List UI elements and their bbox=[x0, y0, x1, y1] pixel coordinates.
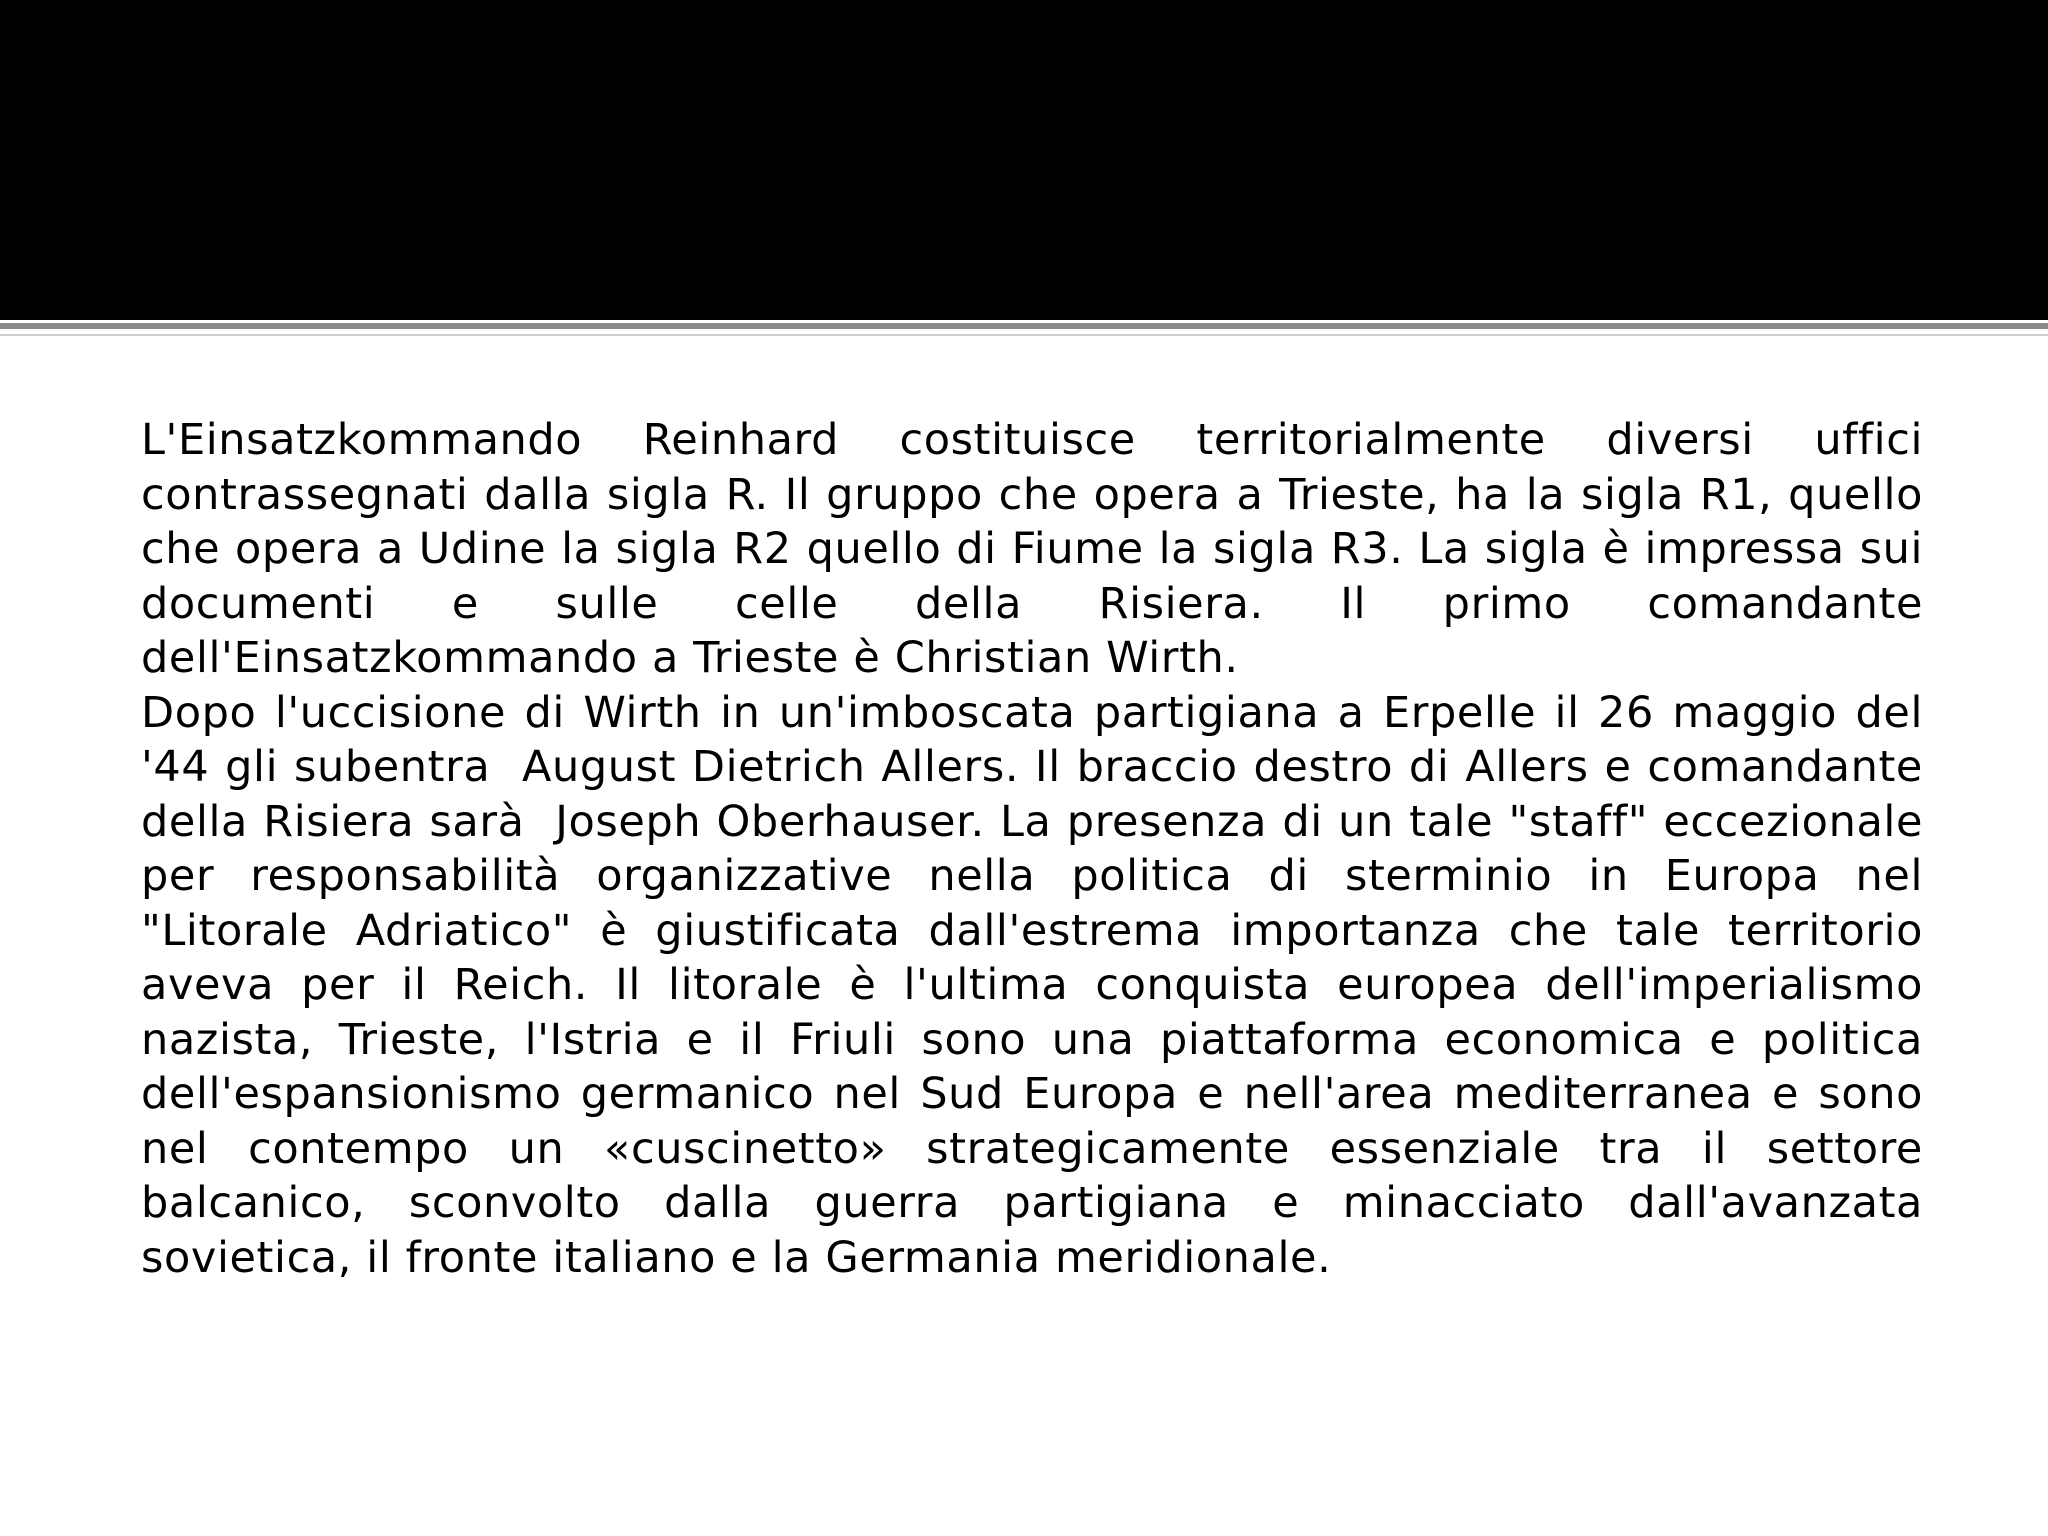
body-text bbox=[141, 413, 1938, 1285]
paragraph-wirth-succession: Dopo l'uccisione di Wirth in un'imboscata partigiana a Erpelle il 26 maggio del '44 gli subentra August Dietrich Allers. Il braccio destro di Allers e comandante della Risiera sarà Joseph Oberhauser. La presenza di un tale "staff" eccezionale per responsabilità organizzative nella politica di sterminio in Europa nel "Litorale Adriatico" è giustificata dall'estrema importanza che tale territorio aveva per il Reich. Il litorale è l'ultima conquista europea dell'imperialismo nazista, Trieste, l'Istria e il Friuli sono una piattaforma economica e politica dell'espansionismo germanico nel Sud Europa e nell'area mediterranea e sono nel contempo un «cuscinetto» strategicamente essenziale tra il settore balcanico, sconvolto dalla guerra partigiana e minacciato dall'avanzata sovietica, il fronte italiano e la Germania meridionale. bbox=[141, 687, 1938, 1283]
paragraph-einsatzkommando: L'Einsatzkommando Reinhard costituisce territorialmente diversi uffici contrassegnati dalla sigla R. Il gruppo che opera a Trieste, ha la sigla R1, quello che opera a Udine la sigla R2 quello di Fiume la sigla R3. La sigla è impressa sui documenti e sulle celle della Risiera. Il primo comandante dell'Einsatzkommando a Trieste è Christian Wirth. bbox=[141, 415, 1938, 683]
title-divider-shadow bbox=[0, 334, 2048, 336]
title-divider-rule bbox=[0, 323, 2048, 329]
title-band bbox=[0, 0, 2048, 320]
